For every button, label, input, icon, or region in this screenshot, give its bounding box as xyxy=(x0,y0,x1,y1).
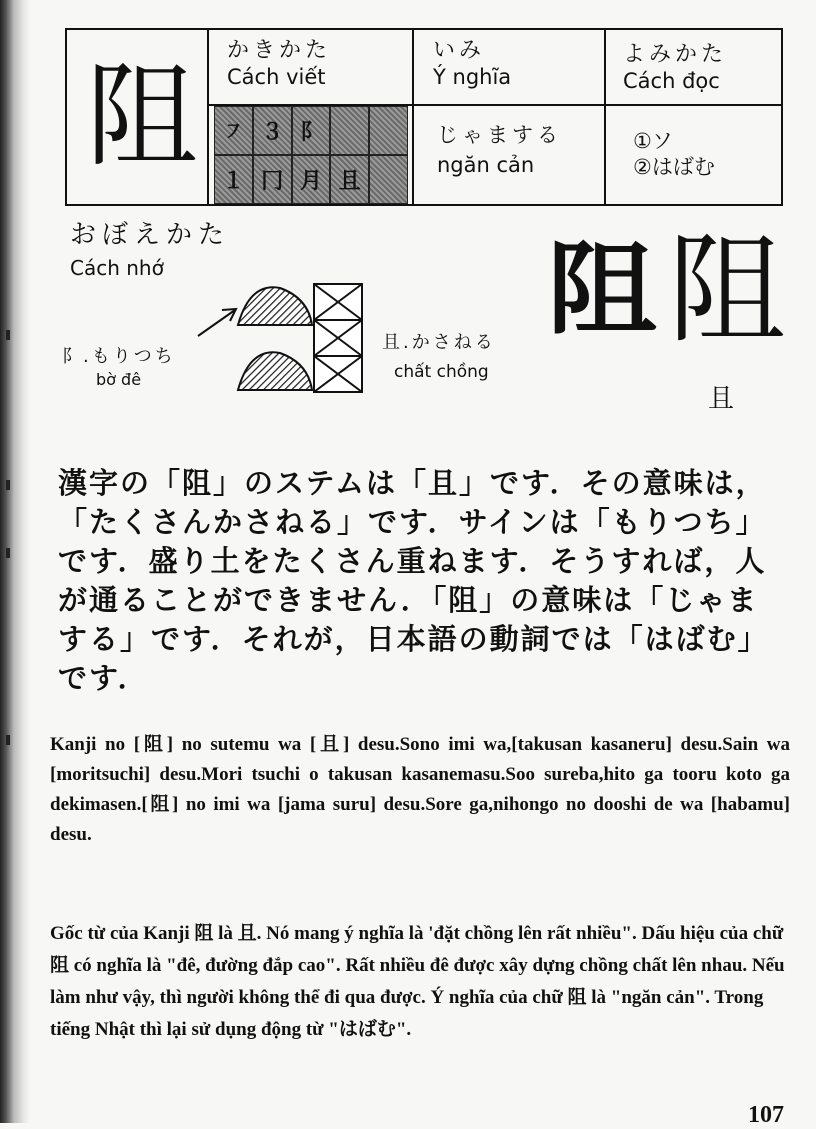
kanji-serif-form: 阻 xyxy=(668,221,787,359)
mound-icon xyxy=(238,352,312,390)
stroke-order-grid xyxy=(214,106,408,204)
meaning-value-vn: ngăn cản xyxy=(437,153,535,177)
table-divider xyxy=(412,30,414,204)
writing-header-jp: かきかた xyxy=(227,38,332,63)
writing-header-vn: Cách viết xyxy=(227,65,326,89)
reading-header xyxy=(623,42,727,94)
meaning-header-jp: いみ xyxy=(433,38,486,63)
meaning-value-jp: じゃまする xyxy=(437,123,562,147)
stroke-cell: 冂 xyxy=(253,155,292,204)
spine-mark xyxy=(6,330,10,340)
stroke-cell: ３ xyxy=(253,106,292,155)
reading-values xyxy=(633,128,715,180)
spine-mark xyxy=(6,480,10,490)
paragraph-vietnamese: Gốc từ của Kanji 阻 là 且. Nó mang ý nghĩa là 'đặt chồng lên rất nhiều". Dấu hiệu của chữ 阻 có nghĩa là "đê, đường đắp cao". Rất nhiều đê được xây dựng chồng chất lên nhau. Nếu làm như vậy, thì người không thể đi qua được. Ý nghĩa của chữ 阻 là "ngăn cản". Trong tiếng Nhật thì lại sử dụng động từ "はばむ". xyxy=(50,923,785,1040)
stroke-cell: 月 xyxy=(292,155,331,204)
meaning-header xyxy=(433,38,511,90)
book-spine-shadow xyxy=(0,0,30,1123)
paragraph-romaji: Kanji no [阻] no sutemu wa [且] desu.Sono imi wa,[takusan kasaneru] desu.Sain wa [moritsuchi] desu.Mori tsuchi o takusan kasanemasu.Soo sureba,hito ga tooru koto ga dekimasen.[阻] no imi wa [jama suru] desu.Sore ga,nihongo no dooshi de wa [habamu] desu. xyxy=(50,734,790,845)
page-number: 107 xyxy=(748,1102,784,1128)
stroke-cell xyxy=(369,106,408,155)
label-left-vn: bờ đê xyxy=(96,370,142,389)
label-right-vn: chất chồng xyxy=(394,362,489,382)
stroke-cell xyxy=(369,155,408,204)
meaning-value xyxy=(437,120,562,180)
table-divider xyxy=(604,30,606,204)
kanji-component: 且 xyxy=(708,384,735,414)
memo-subtitle: Cách nhớ xyxy=(70,256,164,280)
paragraph-japanese: 漢字の「阻」のステムは「且」です．その意味は，「たくさんかさねる」です．サインは「もりつち」です．盛り土をたくさん重ねます．そうすれば，人が通ることができません．「阻」の意味は「じゃまする」です．それが，日本語の動詞では「はばむ」です． xyxy=(58,466,769,695)
reading-on: ①ソ xyxy=(633,129,673,153)
reading-kun: ②はばむ xyxy=(633,155,715,179)
reading-header-jp: よみかた xyxy=(623,42,728,67)
stroke-cell xyxy=(330,106,369,155)
table-divider xyxy=(207,30,209,204)
label-left-jp: 阝.もりつち xyxy=(62,346,176,367)
reading-header-vn: Cách đọc xyxy=(623,69,720,93)
stroke-cell: 阝 xyxy=(292,106,331,155)
meaning-header-vn: Ý nghĩa xyxy=(433,65,512,89)
stacked-boxes-icon xyxy=(314,284,362,392)
writing-header xyxy=(227,38,331,90)
stroke-cell: １ xyxy=(214,155,253,204)
stroke-cell: 且 xyxy=(330,155,369,204)
main-kanji: 阻 xyxy=(86,52,198,182)
kanji-bold-form: 阻 xyxy=(547,231,657,348)
kanji-info-table xyxy=(65,28,783,206)
spine-mark xyxy=(6,735,10,745)
spine-mark xyxy=(6,548,10,558)
arrow-icon xyxy=(198,309,236,336)
memo-title: おぼえかた xyxy=(70,220,231,250)
stroke-cell: ㇇ xyxy=(214,106,253,155)
label-right-jp: 且.かさねる xyxy=(382,332,496,353)
mound-icon xyxy=(238,287,312,325)
